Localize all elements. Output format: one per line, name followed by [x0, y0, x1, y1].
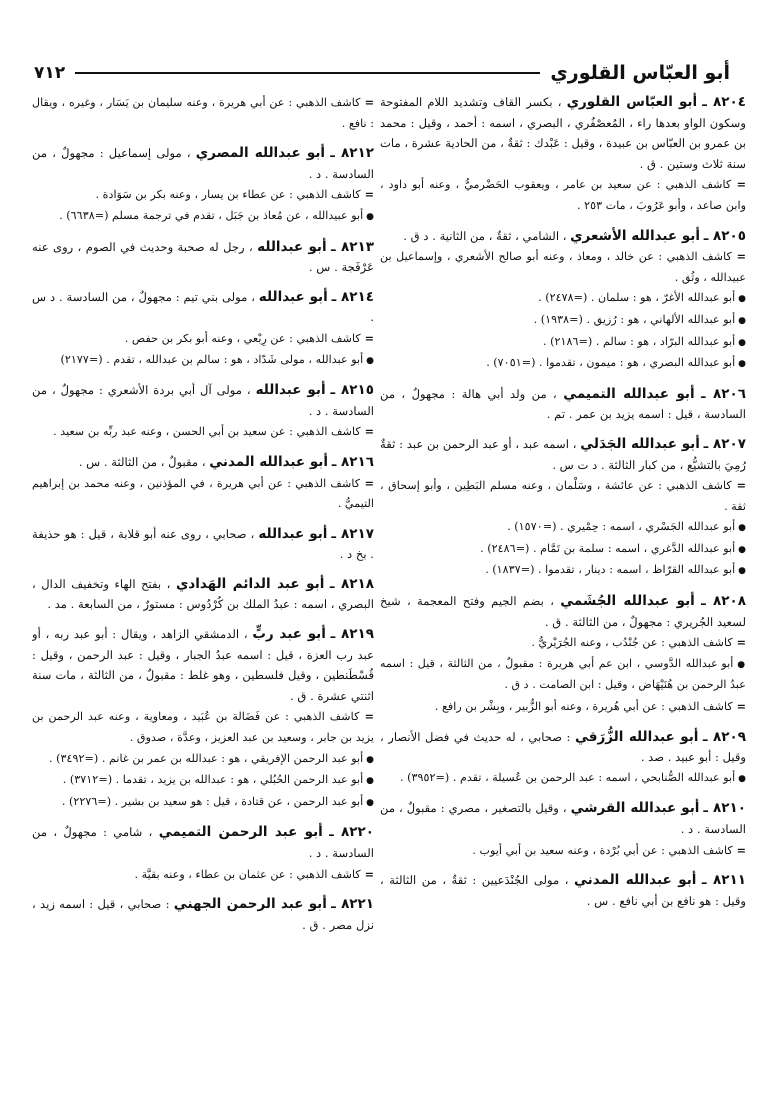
entry-description: ، وقيل بالتصغير ، مصري : مقبولٌ ، من السادسة . د . [380, 801, 746, 836]
entry-number: ٨٢١٠ ـ [703, 800, 746, 817]
entry-name: أبو العبّاس القلوري [566, 94, 698, 110]
entry-number: ٨٢١٧ ـ [331, 525, 374, 542]
header-rule [75, 72, 540, 74]
biography-entry [32, 524, 374, 565]
entry-description: ، الدمشقي الزاهد ، ويقال : أبو عبد ربه ، أو عبد رب العزة ، قيل : اسمه عبدُ الجبار ، وقيل : عبد الرحمن ، وقيل : قُسْطَنطين ، وقيل فلسطين ، وهو غلط : مقبولٌ ، من الثالثة ، مات سنة اثنتي عشرة . ق . [32, 627, 374, 703]
entry-text [32, 822, 374, 863]
entry-text [32, 624, 374, 706]
biography-entry [32, 574, 374, 615]
entry-text [32, 524, 374, 565]
cross-reference: ● أبو عبدالله البرّاد ، هو : سالم . (=٢١٨٦) . [380, 332, 746, 354]
entry-text [380, 92, 746, 174]
entry-text [380, 434, 746, 475]
entry-number: ٨٢١٨ ـ [329, 575, 374, 592]
cross-reference: ● أبو عبدالله الصُّنابحي ، اسمه : عبد الرحمن بن عُسيلة ، تقدم . (=٣٩٥٢) . [380, 768, 746, 790]
entry-number: ٨٢١٤ ـ [331, 288, 374, 305]
biography-entry [32, 143, 374, 227]
entry-number: ٨٢١٣ ـ [331, 238, 374, 255]
entry-description: ، مولى إسماعيل : مجهولٌ ، من السادسة . د . [32, 146, 374, 181]
biography-entry [32, 894, 374, 935]
cross-reference: ● أبو عبدالله الألهاني ، هو : رُزيق . (=١٩٣٨) . [380, 310, 746, 332]
entry-description: ، من ولد أبي هالة : مجهولٌ ، من السادسة ، قيل : اسمه يزيد بن عمر . تم . [380, 386, 746, 422]
cross-reference: ● أبو عبدالله القرّاظ ، اسمه : دينار ، تقدموا . (=١٨٣٧) . [380, 560, 746, 582]
right-column [380, 92, 746, 1092]
entry-name: أبو عبدالله المدني [209, 453, 329, 470]
biography-entry [380, 870, 746, 911]
kashif-note: = كاشف الذهبي : عن أبي بُرْدة ، وعنه سعيد بن أبي أيوب . [380, 840, 746, 862]
entry-name: أبو عبدالله الجُشَمي [560, 593, 695, 610]
entry-description: ، مولى بني تيم : مجهولٌ ، من السادسة . د س . [32, 289, 374, 325]
biography-entry [380, 384, 746, 425]
kashif-note: = كاشف الذهبي : عن جُنْدُب ، وعنه الجُرَيْريُّ . [380, 632, 746, 654]
cross-reference: ● أبو عبد الرحمن ، عن قتادة ، قيل : هو سعيد بن بشير . (=٢٢٧٦) . [32, 792, 374, 814]
entry-text [32, 287, 374, 328]
biography-entry [32, 452, 374, 515]
entry-text [380, 226, 746, 247]
entry-description: ، شامي : مجهولٌ ، من السادسة . د . [32, 825, 374, 860]
entry-text [32, 237, 374, 278]
entry-number: ٨٢٠٨ ـ [701, 593, 746, 610]
entry-name: أبو عبد الدائم الهَدادي [175, 575, 325, 592]
entry-description: ، مولى آل أبي بردة الأشعري : مجهولٌ ، من السادسة . د . [32, 383, 374, 418]
entry-text [380, 727, 746, 768]
entry-number: ٨٢١١ ـ [701, 872, 746, 889]
entry-name: أبو عبدالله التميمي [563, 385, 695, 402]
kashif-note: = كاشف الذهبي : عن عثمان بن عطاء ، وعنه بقيَّة . [32, 864, 374, 886]
entry-name: أبو عبدالله المدني [574, 872, 697, 889]
biography-entry [32, 624, 374, 813]
entry-text [380, 591, 746, 632]
entry-text [32, 143, 374, 184]
running-title: أبو العبّاس القلوري [550, 62, 730, 84]
kashif-note: = كاشف الذهبي : عن سعيد بن أبي الحسن ، وعنه عبد ربِّه بن سعيد . [32, 421, 374, 443]
entry-name: أبو عبد الرحمن التميمي [158, 824, 323, 841]
entry-description: ، بضم الجيم وفتح المعجمة ، شيخ لسعيد الجُريري : مجهولٌ ، من الثالثة . ق . [380, 594, 746, 629]
biography-entry [32, 237, 374, 278]
entry-text [32, 380, 374, 421]
cross-reference: ● أبو عبيدالله ، عن مُعاذ بن جَبَل ، تقدم في ترجمة مسلم (=٦٦٣٨) . [32, 206, 374, 228]
entry-name: أبو عبدالله الجَدَلي [580, 435, 700, 452]
entry-description: ، مولى الجُنْدَعيين : ثقةٌ ، من الثالثة ، وقيل : هو نافع بن أبي نافع . س . [380, 873, 746, 908]
entry-description: ، بفتح الهاء وتخفيف الدال ، البصري ، اسمه : عبدُ الملك بن كُرْدُوس : مستورٌ ، من السابعة . مد . [32, 576, 374, 612]
cross-reference: ● أبو عبدالله الجَسْري ، اسمه : حِمْيري . (=١٥٧٠) . [380, 517, 746, 539]
kashif-note: = كاشف الذهبي : عن خالد ، ومعاذ ، وعنه أبو صالح الأشعري ، وإسماعيل بن عبيدالله ، وثُق . [380, 246, 746, 288]
entry-description: : صحابي ، قيل : اسمه زيد ، نزل مصر . ق . [32, 897, 374, 932]
entry-description: ، الشامي ، ثقةٌ ، من الثانية . د ق . [403, 228, 567, 243]
kashif-note: = كاشف الذهبي : عن رِبْعي ، وعنه أبو بكر بن حفص . [32, 328, 374, 350]
entry-description: ، مقبولٌ ، من الثالثة . س . [78, 454, 206, 469]
entry-name: أبو عبدالله [255, 382, 326, 399]
biography-entry [380, 92, 746, 217]
biography-entry [380, 727, 746, 790]
left-column [32, 92, 374, 1092]
entry-text [380, 798, 746, 839]
cross-reference: ● أبو عبدالله الدَّغري ، اسمه : سلمة بن تَمَّام . (=٢٤٨٦) . [380, 539, 746, 561]
biography-entry [380, 226, 746, 375]
kashif-note: = كاشف الذهبي : عن عائشة ، وسَلْمان ، وعنه مسلم البَطِين ، وأبو إسحاق ، ثقة . [380, 475, 746, 517]
entry-number: ٨٢٠٤ ـ [702, 94, 746, 110]
entry-name: أبو عبدالله القرشي [570, 800, 700, 817]
entry-number: ٨٢١٢ ـ [330, 145, 374, 162]
kashif-note: = كاشف الذهبي : عن سعيد بن عامر ، ويعقوب الحَضْرميُّ ، وعنه أبو داود ، وابن صاعد ، وأبو عَرُوبَ ، مات ٢٥٣ . [380, 174, 746, 216]
entry-name: أبو عبدالله المصري [195, 145, 326, 162]
cross-reference: ● أبو عبدالله الدَّوسي ، ابن عم أبي هريرة : مقبولٌ ، من الثالثة ، قيل : اسمه عبدُ الرحمن بن هُنَيْهَاض ، وقيل : ابن الصامت . د ق . [380, 654, 746, 696]
entry-number: ٨٢٢٠ ـ [329, 824, 374, 841]
kashif-note: = كاشف الذهبي : عن عطاء بن يسار ، وعنه بكر بن سَوَادة . [32, 184, 374, 206]
entry-text [380, 870, 746, 911]
entry-number: ٨٢٠٧ ـ [703, 435, 746, 452]
entry-name: أبو عبدالله الزُّرَقي [574, 728, 699, 745]
entry-number: ٨٢١٥ ـ [330, 382, 374, 399]
kashif-note: = كاشف الذهبي : عن أبي هريرة ، في المؤذنين ، وعنه محمد بن إبراهيم التيميُّ . [32, 473, 374, 515]
entry-text [32, 452, 374, 473]
biography-entry [32, 380, 374, 443]
biography-entry [32, 287, 374, 371]
biography-entry [380, 434, 746, 582]
entry-description: ، بكسر القاف وتشديد اللام المفتوحة وسكون الواو بعدها راء ، المُعصْفُري ، البصري ، اسمه : أحمد ، وقيل : محمد بن عمرو بن العبّاس بن عبيدة ، وقيل : عَبْدك : ثقةٌ ، من الحادية عشرة ، مات سنة ثلاث وستين . ق . [380, 95, 746, 171]
entry-text [380, 384, 746, 425]
entry-number: ٨٢٠٦ ـ [701, 385, 746, 402]
biography-entry [32, 92, 374, 134]
entry-description: ، رجل له صحبة وحديث في الصوم ، روى عنه عَرْفَجة . س . [32, 239, 374, 275]
entry-name: أبو عبدالله [258, 288, 328, 305]
entry-name: أبو عبد الرحمن الجهني [173, 896, 327, 913]
entry-number: ٨٢١٦ ـ [331, 453, 374, 470]
cross-reference: ● أبو عبدالله البصري ، هو : ميمون ، تقدموا . (=٧٠٥١) . [380, 353, 746, 375]
cross-reference: ● أبو عبد الرحمن الإفريقي ، هو : عبدالله بن عمر بن غانم . (=٣٤٩٢) . [32, 749, 374, 771]
entry-name: أبو عبد ربٍّ [252, 626, 326, 643]
cross-reference: ● أبو عبد الرحمن الحُبُلي ، هو : عبدالله بن يزيد ، تقدما . (=٣٧١٢) . [32, 770, 374, 792]
entry-name: أبو عبدالله [257, 238, 327, 255]
cross-reference: ● أبو عبدالله ، مولى شَدّاد ، هو : سالم بن عبدالله ، تقدم . (=٢١٧٧) [32, 350, 374, 372]
entry-name: أبو عبدالله [258, 525, 328, 542]
entry-text [32, 574, 374, 615]
kashif-note: = كاشف الذهبي : عن أبي هريرة ، وعنه سليمان بن يَسَار ، وغيره ، ويقال : نافع . [32, 92, 374, 134]
biography-entry [32, 822, 374, 885]
kashif-note: = كاشف الذهبي : عن أبي هُريرة ، وعنه أبو الزُّبير ، وبِشْر بن رافع . [380, 696, 746, 718]
page-number: ٧١٢ [34, 63, 66, 83]
biography-entry [380, 591, 746, 718]
kashif-note: = كاشف الذهبي : عن فَضَالة بن عُبَيد ، ومعاوية ، وعنه عبد الرحمن بن يزيد بن جابر ، وسعيد بن عبد العزيز ، وعدَّة ، صدوق . [32, 706, 374, 748]
cross-reference: ● أبو عبدالله الأغرّ ، هو : سلمان . (=٢٤٧٨) . [380, 288, 746, 310]
entry-number: ٨٢٠٥ ـ [703, 227, 746, 244]
entry-description: ، اسمه عبد ، أو عبد الرحمن بن عبد : ثقةٌ رُمِيَ بالتشيُّع ، من كبار الثالثة . د ت س . [380, 436, 746, 472]
entry-number: ٨٢٢١ ـ [331, 896, 374, 913]
entry-description: ، صحابي ، روى عنه أبو قلابة ، قيل : هو حذيفة . بخ د . [32, 526, 374, 562]
page-header [34, 56, 730, 90]
entry-number: ٨٢٠٩ ـ [702, 728, 746, 745]
biography-entry [380, 798, 746, 861]
entry-text [32, 894, 374, 935]
entry-name: أبو عبدالله الأشعري [570, 227, 701, 244]
entry-description: : صحابي ، له حديث في فضل الأنصار ، وقيل : أبو عبيد . صد . [380, 729, 746, 765]
entry-number: ٨٢١٩ ـ [330, 626, 374, 643]
